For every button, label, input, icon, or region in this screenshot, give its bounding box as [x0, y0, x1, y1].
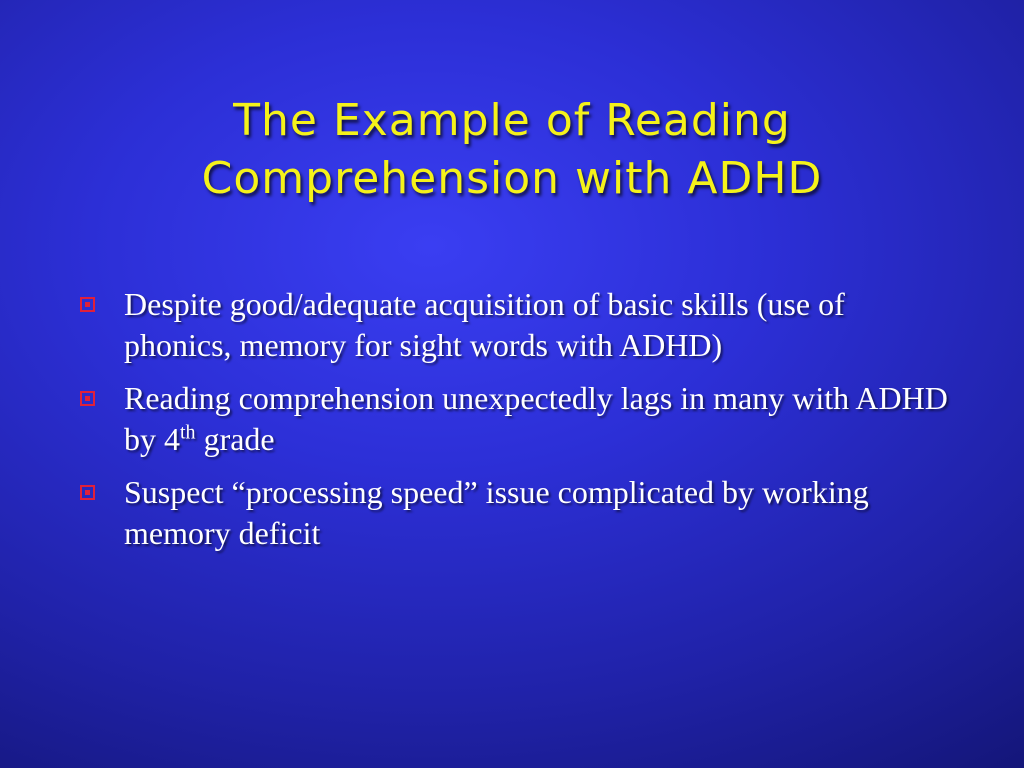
- slide-title: [60, 92, 964, 208]
- bullet-superscript: th: [180, 421, 196, 444]
- boxed-square-bullet-icon: [80, 297, 95, 312]
- boxed-square-bullet-icon: [80, 391, 95, 406]
- bullet-text-continued: grade: [195, 421, 275, 457]
- bullet-item: [76, 284, 956, 366]
- title-line-1: The Example of Reading: [233, 95, 791, 146]
- bullet-list: [76, 284, 956, 566]
- bullet-item: [76, 378, 956, 460]
- boxed-square-bullet-icon: [80, 485, 95, 500]
- title-line-2: Comprehension with ADHD: [201, 153, 823, 204]
- bullet-text: Suspect “processing speed” issue complicated by working memory deficit: [124, 474, 869, 551]
- bullet-text: Reading comprehension unexpectedly lags in many with ADHD by 4: [124, 380, 948, 457]
- bullet-text: Despite good/adequate acquisition of basic skills (use of phonics, memory for sight words with ADHD): [124, 286, 845, 363]
- bullet-item: [76, 472, 956, 554]
